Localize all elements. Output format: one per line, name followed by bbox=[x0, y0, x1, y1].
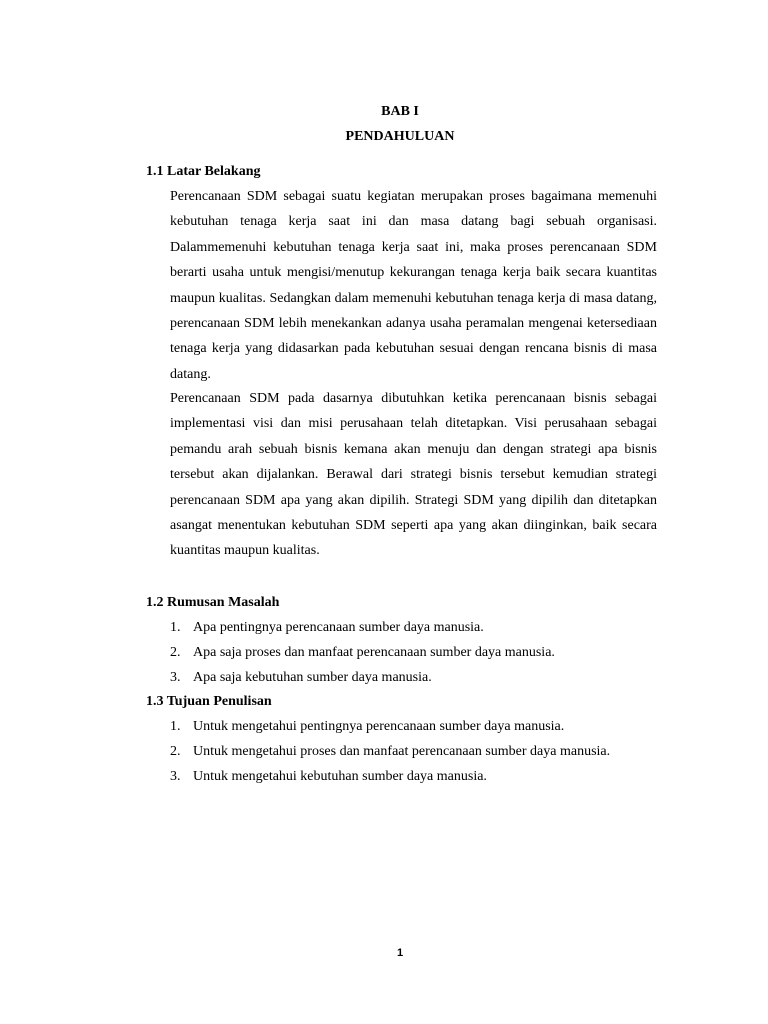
list-item-number: 1. bbox=[170, 719, 181, 734]
list-item-text: Apa pentingnya perencanaan sumber daya manusia. bbox=[193, 620, 484, 635]
list-item bbox=[170, 764, 610, 789]
list-item-text: Untuk mengetahui proses dan manfaat perencanaan sumber daya manusia. bbox=[193, 744, 611, 759]
list-item-number: 1. bbox=[170, 620, 181, 635]
chapter-number: BAB I bbox=[381, 104, 419, 119]
list-item bbox=[170, 640, 555, 665]
list-item-text: Apa saja proses dan manfaat perencanaan sumber daya manusia. bbox=[193, 645, 555, 660]
list-item-number: 3. bbox=[170, 769, 181, 784]
chapter-title: PENDAHULUAN bbox=[345, 129, 455, 144]
list-item bbox=[170, 615, 555, 640]
section-heading-objectives: 1.3 Tujuan Penulisan bbox=[146, 694, 272, 709]
objectives-list bbox=[170, 714, 610, 789]
list-item-text: Untuk mengetahui kebutuhan sumber daya manusia. bbox=[193, 769, 487, 784]
list-item-number: 2. bbox=[170, 744, 181, 759]
list-item-number: 3. bbox=[170, 670, 181, 685]
list-item bbox=[170, 739, 610, 764]
list-item bbox=[170, 714, 610, 739]
section-heading-problem-statement: 1.2 Rumusan Masalah bbox=[146, 595, 280, 610]
list-item-text: Untuk mengetahui pentingnya perencanaan sumber daya manusia. bbox=[193, 719, 565, 734]
section-heading-background: 1.1 Latar Belakang bbox=[146, 164, 261, 179]
problem-list bbox=[170, 615, 555, 690]
page-number: 1 bbox=[396, 947, 404, 959]
paragraph-1: Perencanaan SDM sebagai suatu kegiatan merupakan proses bagaimana memenuhi kebutuhan tenaga kerja saat ini dan masa datang bagi sebuah organisasi. Dalammemenuhi kebutuhan tenaga kerja saat ini, maka proses perencanaan SDM berarti usaha untuk mengisi/menutup kekurangan tenaga kerja baik secara kuantitas maupun kualitas. Sedangkan dalam memenuhi kebutuhan tenaga kerja di masa datang, perencanaan SDM lebih menekankan adanya usaha peramalan mengenai ketersediaan tenaga kerja yang didasarkan pada kebutuhan sesuai dengan rencana bisnis di masa datang. bbox=[170, 189, 657, 382]
list-item-text: Apa saja kebutuhan sumber daya manusia. bbox=[193, 670, 432, 685]
list-item-number: 2. bbox=[170, 645, 181, 660]
paragraph-2: Perencanaan SDM pada dasarnya dibutuhkan ketika perencanaan bisnis sebagai implementasi visi dan misi perusahaan telah ditetapkan. Visi perusahaan sebagai pemandu arah sebuah bisnis kemana akan menuju dan dengan strategi apa bisnis tersebut akan dijalankan. Berawal dari strategi bisnis tersebut kemudian strategi perencanaan SDM apa yang akan dipilih. Strategi SDM yang dipilih dan ditetapkan asangat menentukan kebutuhan SDM seperti apa yang akan diinginkan, baik secara kuantitas maupun kualitas. bbox=[170, 391, 657, 559]
list-item bbox=[170, 665, 555, 690]
